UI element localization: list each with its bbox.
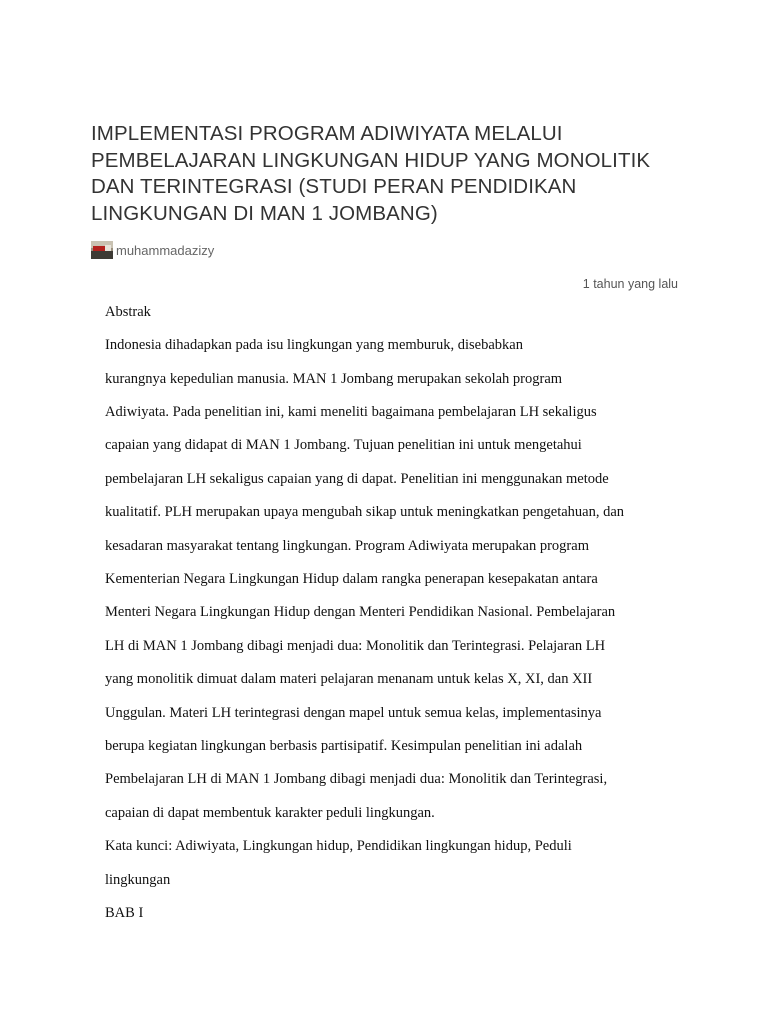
post-date: 1 tahun yang lalu	[582, 277, 678, 291]
body-line: kualitatif. PLH merupakan upaya mengubah sikap untuk meningkatkan pengetahuan, dan	[105, 504, 625, 520]
body-line: Unggulan. Materi LH terintegrasi dengan mapel untuk semua kelas, implementasinya	[105, 705, 602, 721]
body-line: Adiwiyata. Pada penelitian ini, kami meneliti bagaimana pembelajaran LH sekaligus	[105, 404, 597, 420]
body-line: Pembelajaran LH di MAN 1 Jombang dibagi menjadi dua: Monolitik dan Terintegrasi,	[105, 771, 608, 787]
title-line: PEMBELAJARAN LINGKUNGAN HIDUP YANG MONOLITIK	[91, 148, 651, 172]
body-line: kesadaran masyarakat tentang lingkungan. Program Adiwiyata merupakan program	[105, 538, 589, 554]
body-line: Kementerian Negara Lingkungan Hidup dalam rangka penerapan kesepakatan antara	[105, 571, 598, 587]
body-line: Kata kunci: Adiwiyata, Lingkungan hidup, Pendidikan lingkungan hidup, Peduli	[105, 838, 572, 854]
body-line: BAB I	[105, 905, 144, 921]
body-line: berupa kegiatan lingkungan berbasis partisipatif. Kesimpulan penelitian ini adalah	[105, 738, 583, 754]
body-line: LH di MAN 1 Jombang dibagi menjadi dua: Monolitik dan Terintegrasi. Pelajaran LH	[105, 638, 606, 654]
body-line: capaian di dapat membentuk karakter peduli lingkungan.	[105, 805, 435, 821]
article-title	[91, 121, 691, 227]
body-line: pembelajaran LH sekaligus capaian yang di dapat. Penelitian ini menggunakan metode	[105, 471, 609, 487]
author-byline[interactable]	[91, 240, 214, 260]
author-name[interactable]: muhammadazizy	[116, 242, 215, 258]
body-line: Indonesia dihadapkan pada isu lingkungan yang memburuk, disebabkan	[105, 337, 523, 353]
title-line: DAN TERINTEGRASI (STUDI PERAN PENDIDIKAN	[91, 175, 577, 198]
body-line: kurangnya kepedulian manusia. MAN 1 Jombang merupakan sekolah program	[105, 371, 563, 387]
body-line: Menteri Negara Lingkungan Hidup dengan Menteri Pendidikan Nasional. Pembelajaran	[105, 604, 616, 620]
title-line: LINGKUNGAN DI MAN 1 JOMBANG)	[91, 201, 438, 225]
body-line: yang monolitik dimuat dalam materi pelajaran menanam untuk kelas X, XI, dan XII	[105, 671, 593, 687]
body-line: Abstrak	[105, 304, 151, 320]
body-line: lingkungan	[105, 872, 171, 888]
avatar[interactable]	[91, 241, 113, 259]
body-line: capaian yang didapat di MAN 1 Jombang. Tujuan penelitian ini untuk mengetahui	[105, 437, 582, 453]
title-line: IMPLEMENTASI PROGRAM ADIWIYATA MELALUI	[91, 122, 563, 145]
